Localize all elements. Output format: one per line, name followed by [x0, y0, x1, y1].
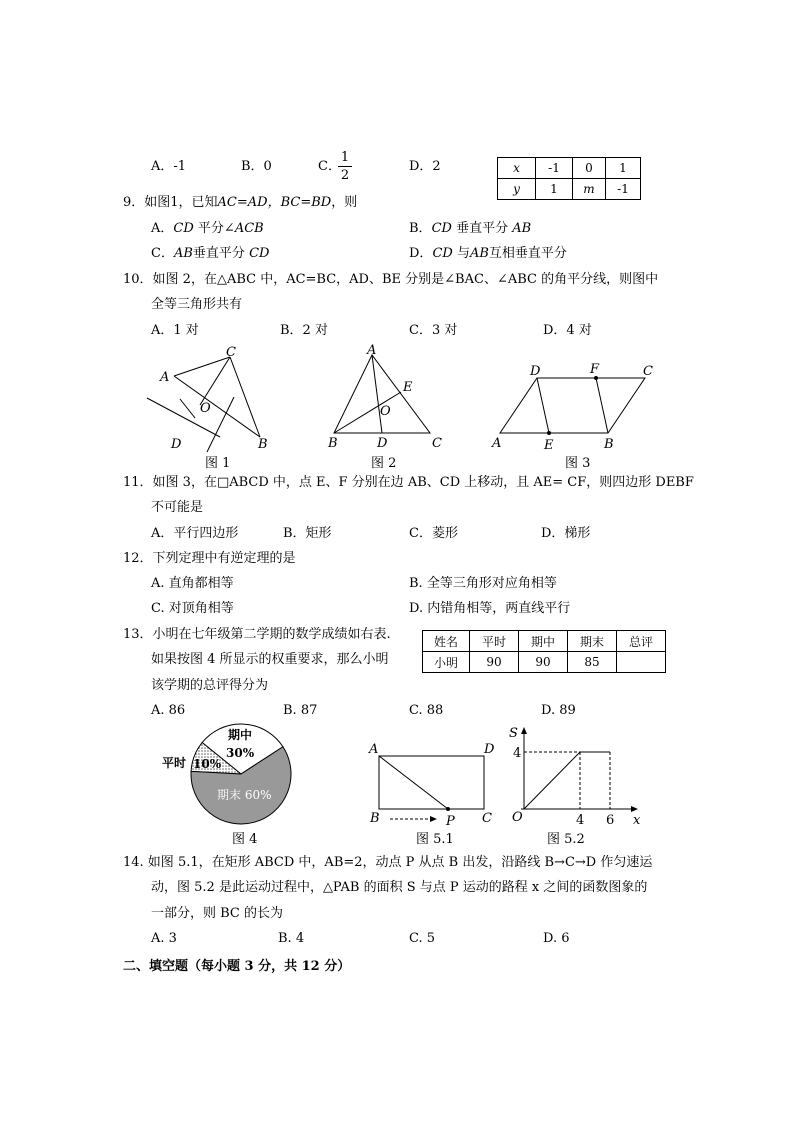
fig52-label-x4: 4: [576, 813, 585, 828]
fig52-graph: [524, 752, 610, 809]
q8-table-cell: -1: [606, 179, 641, 200]
fig3-label-d: D: [530, 364, 541, 379]
fig51-label-p: P: [446, 814, 455, 829]
q10-option-c: C．3 对: [409, 323, 458, 338]
q13-cell: 90: [519, 652, 568, 673]
q12-stem: 12．下列定理中有逆定理的是: [123, 551, 296, 566]
q8-table-cell: y: [498, 179, 536, 200]
q8-table-cell: 1: [606, 158, 641, 179]
q8-option-c: C．: [318, 159, 341, 174]
q8-table-cell: x: [498, 158, 536, 179]
fig4-label-daily-pct: 10%: [193, 757, 222, 771]
q11-option-b: B．矩形: [283, 526, 332, 541]
q14-option-c: C. 5: [409, 931, 436, 946]
q13-stem-line3: 该学期的总评得分为: [151, 678, 269, 693]
section-2-heading: 二、填空题（每小题 3 分，共 12 分）: [123, 959, 351, 974]
fig52-label-s: S: [509, 726, 518, 741]
q9-option-b: B．CD 垂直平分 AB: [409, 221, 532, 236]
fig3-label-f: F: [590, 362, 600, 377]
q13-cell: 小明: [423, 652, 470, 673]
q13-option-d: D. 89: [541, 703, 576, 718]
fig51-rectangle: [379, 756, 484, 809]
fraction-numerator: 1: [340, 150, 350, 165]
q8-option-d: D．2: [409, 159, 441, 174]
q12-option-d: D. 内错角相等，两直线平行: [409, 601, 571, 616]
fig51-point-p: [446, 807, 450, 811]
q10-stem-line1: 10．如图 2，在△ABC 中，AC=BC，AD、BE 分别是∠BAC、∠ABC 的角平分线，则图中: [123, 272, 659, 287]
q14-option-a: A. 3: [151, 931, 177, 946]
q8-table-cell: -1: [536, 158, 573, 179]
q13-option-b: B. 87: [283, 703, 318, 718]
fig51-label-d: D: [484, 742, 495, 757]
q13-header-cell: 期中: [519, 631, 568, 652]
fraction-denominator: 2: [340, 168, 350, 183]
fig52-s-arrow: [521, 727, 527, 734]
q13-option-c: C. 88: [409, 703, 444, 718]
q8-option-b: B．0: [241, 159, 272, 174]
fig2-label-o: O: [380, 404, 391, 419]
q9-stem-math: AC=AD，BC=BD: [217, 195, 332, 210]
fig51-label-a: A: [369, 742, 379, 757]
fig4-label-mid: 期中: [228, 728, 253, 742]
q10-option-a: A．1 对: [151, 323, 199, 338]
q13-header-cell: 姓名: [423, 631, 470, 652]
q8-table-cell: m: [573, 179, 606, 200]
q10-option-d: D．4 对: [543, 323, 592, 338]
q11-stem-line1: 11．如图 3，在□ABCD 中，点 E、F 分别在边 AB、CD 上移动，且 AE= CF，则四边形 DEBF: [123, 475, 694, 490]
q9-option-d: D．CD 与AB互相垂直平分: [409, 246, 567, 261]
fig2-label-c: C: [432, 436, 442, 451]
q12-option-c: C. 对顶角相等: [151, 601, 234, 616]
q13-header-cell: 平时: [470, 631, 519, 652]
q13-option-a: A. 86: [151, 703, 186, 718]
fig1-label-b: B: [258, 437, 268, 452]
q13-cell: 90: [470, 652, 519, 673]
q13-header-cell: 期末: [568, 631, 617, 652]
fig2-label-a: A: [367, 343, 377, 358]
fig3-label-a: A: [492, 436, 502, 451]
fig2-caption: 图 2: [371, 456, 397, 471]
fig1-caption: 图 1: [205, 456, 231, 471]
fig3-label-b: B: [604, 437, 614, 452]
fig52-label-y4: 4: [513, 746, 522, 761]
fig4-caption: 图 4: [232, 832, 258, 847]
figure-5-2: [521, 732, 633, 809]
fig1-label-c: C: [226, 345, 236, 360]
q10-option-b: B．2 对: [280, 323, 328, 338]
fig1-label-o: O: [200, 401, 211, 416]
fig2-label-e: E: [403, 380, 413, 395]
fig51-label-c: C: [482, 811, 492, 826]
q11-stem-line2: 不可能是: [151, 500, 204, 515]
q14-stem-line3: 一部分，则 BC 的长为: [151, 906, 284, 921]
fig2-label-d: D: [377, 436, 388, 451]
fig4-label-final: 期末 60%: [217, 788, 272, 802]
q8-table-cell: 1: [536, 179, 573, 200]
fig4-label-mid-pct: 30%: [226, 746, 255, 760]
fig3-label-e: E: [544, 438, 554, 453]
fig1-label-a: A: [160, 370, 170, 385]
q13-stem-line1: 13．小明在七年级第二学期的数学成绩如右表.: [123, 627, 391, 642]
fig52-caption: 图 5.2: [547, 832, 585, 847]
q9-option-c: C．AB垂直平分 CD: [151, 246, 270, 261]
q14-stem-line1: 14. 如图 5.1，在矩形 ABCD 中，AB=2，动点 P 从点 B 出发，沿路线 B→C→D 作匀速运: [123, 855, 653, 870]
q9-stem-tail: ，则: [331, 195, 358, 210]
q8-table-cell: 0: [573, 158, 606, 179]
fig51-caption: 图 5.1: [416, 832, 454, 847]
fig52-label-o: O: [512, 810, 523, 825]
q10-stem-line2: 全等三角形共有: [151, 297, 243, 312]
fig3-label-c: C: [643, 364, 653, 379]
figure-5-1: [379, 756, 484, 819]
fig52-label-x6: 6: [606, 813, 615, 828]
fig52-x-arrow: [631, 806, 638, 812]
q14-option-d: D. 6: [543, 931, 570, 946]
q13-stem-line2: 如果按图 4 所显示的权重要求，那么小明: [151, 652, 389, 667]
q9-stem-text: 9．如图1，已知: [123, 195, 218, 210]
q14-stem-line2: 动，图 5.2 是此运动过程中，△PAB 的面积 S 与点 P 运动的路程 x 之间的函数图象的: [151, 880, 648, 895]
q13-cell: 85: [568, 652, 617, 673]
fig2-label-b: B: [328, 436, 338, 451]
fig51-label-b: B: [370, 811, 380, 826]
fig51-line-ap: [379, 756, 448, 809]
q13-header-cell: 总评: [617, 631, 666, 652]
q14-option-b: B. 4: [278, 931, 305, 946]
fig3-caption: 图 3: [565, 456, 591, 471]
q8-option-a: A．-1: [151, 159, 187, 174]
q9-option-a: A．CD 平分∠ACB: [151, 221, 264, 236]
fig4-label-daily: 平时: [162, 756, 187, 770]
q12-option-a: A. 直角都相等: [151, 576, 234, 591]
fig52-label-x: x: [633, 813, 641, 828]
fig51-arrow-head: [430, 816, 437, 822]
q11-option-a: A．平行四边形: [151, 526, 239, 541]
fig1-label-d: D: [171, 437, 182, 452]
q11-option-d: D．梯形: [541, 526, 591, 541]
q11-option-c: C．菱形: [409, 526, 458, 541]
q12-option-b: B. 全等三角形对应角相等: [409, 576, 557, 591]
